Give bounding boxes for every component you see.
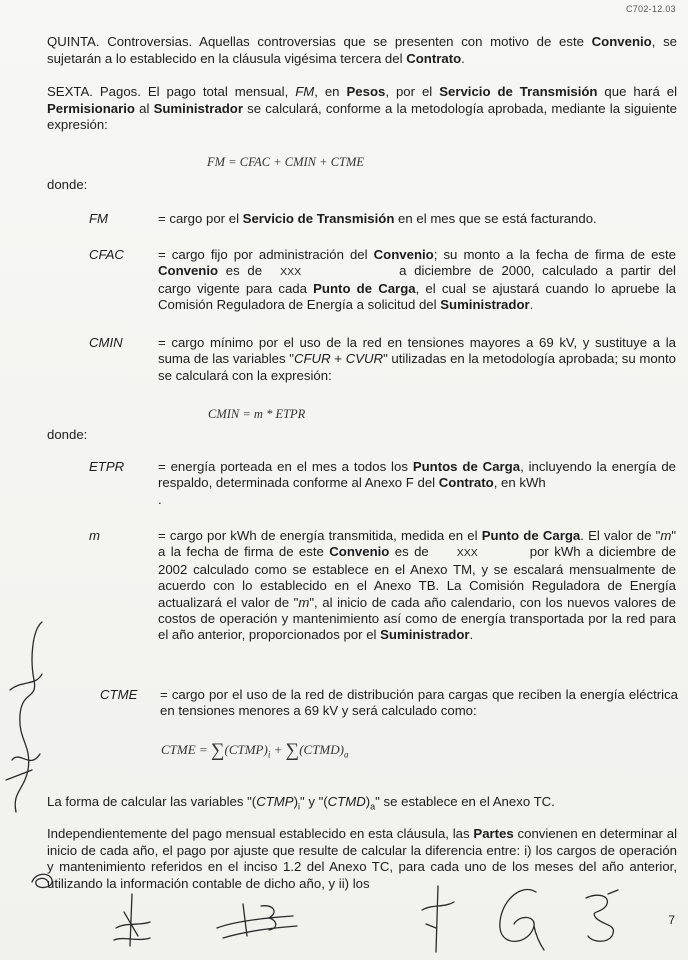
- def-cfac: [158, 247, 676, 314]
- indep-text-2: convienen en determinar al inicio de cada año, el pago por ajuste que resulte de calcular la diferencia entre: i) los cargos de operación y mantenimiento referidos en el inciso 1.2 del Anexo TC, para cada uno de los meses del año anterior, utilizando la información contable de dicho año, y ii) los: [47, 826, 677, 891]
- sexta-bold-permisionario: Permisionario: [47, 100, 135, 116]
- quinta-text-3: .: [461, 50, 465, 66]
- def-m-text-4: es de: [389, 544, 429, 560]
- quinta-text-2: , se sujetarán a lo establecido en la cláusula vigésima tercera del: [47, 34, 677, 66]
- forma-text-1: La forma de calcular las variables "(: [47, 794, 257, 809]
- def-fm-text-1: = cargo por el: [158, 211, 243, 226]
- def-cfac-text-1: = cargo fijo por administración del: [158, 247, 374, 262]
- def-fm-text-2: en el mes que se está facturando.: [394, 211, 597, 226]
- quinta-bold-convenio: Convenio: [591, 34, 652, 49]
- forma-text-4: ): [365, 794, 371, 809]
- page-number: 7: [668, 913, 675, 927]
- def-m-bold-3: Suministrador: [380, 627, 470, 643]
- def-m-bold-1: Punto de Carga: [481, 528, 581, 543]
- def-m-text-6: ", al inicio de cada año calendario, con los nuevos valores de costos de operación y mantenimiento así como de energía transportada por la red para el año anterior, proporcionados por el: [158, 594, 676, 643]
- def-cmin-text-1: = cargo mínimo por el uso de la red en tensiones mayores a 69 kV, y sustituye a la suma de las variables ": [158, 335, 676, 367]
- sexta-bold-suministrador: Suministrador: [153, 100, 243, 116]
- def-ctme-text-1: = cargo por el uso de la red de distribución para cargas que reciben la energía eléctrica en tensiones menores a 69 kV y será calculado como:: [160, 687, 678, 719]
- sexta-text-2: , en: [314, 84, 347, 99]
- term-etpr: ETPR: [89, 459, 125, 474]
- forma-text-5: " se establece en el Anexo TC.: [375, 794, 555, 809]
- def-ctme: [160, 687, 678, 720]
- def-m-text-1: = cargo por kWh de energía transmitida, medida en el: [158, 528, 482, 543]
- def-cmin-cvur: CVUR: [345, 351, 384, 367]
- def-cfac-text-5: , el cual se ajustará cuando lo apruebe la Comisión Reguladora de Energía a solicitud del: [158, 280, 677, 313]
- donde-label-2: donde:: [47, 427, 88, 442]
- sexta-text-6: se calculará, conforme a la metodología aprobada, mediante la siguiente expresión:: [47, 100, 677, 132]
- def-etpr-text-3: , en kWh: [493, 475, 546, 491]
- donde-label-1: donde:: [47, 177, 88, 192]
- formula-ctme: [161, 740, 348, 762]
- def-cfac-text-3: es de: [218, 263, 263, 279]
- initials-signature-3: [418, 884, 458, 956]
- def-m-text-7: .: [469, 627, 474, 643]
- sexta-bold-pesos: Pesos: [346, 84, 386, 99]
- forma-ctmp: CTMP: [256, 794, 294, 809]
- initials-signature-1: [110, 892, 154, 952]
- sexta-bold-servicio: Servicio de Transmisión: [439, 84, 598, 99]
- clause-quinta: [47, 34, 677, 67]
- def-cfac-text-4: a diciembre de 2000, calculado a partir del cargo vigente para cada: [158, 263, 676, 296]
- formula-plus: +: [270, 742, 286, 757]
- def-m-text-3: " a la fecha de firma de este: [158, 528, 676, 560]
- def-cfac-bold-1: Convenio: [373, 247, 434, 262]
- forma-sub-a: a: [370, 801, 376, 812]
- sexta-text-1: SEXTA. Pagos. El pago total mensual,: [47, 84, 296, 99]
- term-m: m: [89, 528, 100, 543]
- formula-sub-i: i: [267, 749, 271, 760]
- def-fm-bold: Servicio de Transmisión: [242, 211, 395, 226]
- def-cmin: [158, 335, 676, 384]
- sum-symbol-1: ∑: [210, 740, 225, 761]
- sexta-text-5: al: [134, 100, 154, 116]
- sum-symbol-2: ∑: [285, 740, 300, 761]
- quinta-bold-contrato: Contrato: [406, 50, 462, 66]
- quinta-text-1: QUINTA. Controversias. Aquellas controversias que se presenten con motivo de este: [47, 34, 592, 49]
- formula-ctmp: (CTMP): [224, 742, 268, 757]
- def-cfac-bold-4: Suministrador: [440, 297, 530, 313]
- forma-text-2: ): [293, 794, 298, 809]
- sexta-text-4: que hará el: [597, 84, 677, 99]
- def-etpr-text-2: , incluyendo la energía de respaldo, determinada conforme al Anexo F del: [158, 459, 676, 491]
- def-etpr-text-1: = energía porteada en el mes a todos los: [158, 459, 413, 474]
- margin-mark: [28, 868, 58, 892]
- initials-signature-4: [490, 884, 550, 954]
- para-independientemente: [47, 826, 677, 892]
- def-m-italic-1: m: [660, 528, 672, 543]
- def-cfac-bold-3: Punto de Carga: [313, 280, 416, 296]
- doc-code: C702-12.03: [625, 4, 676, 14]
- initials-signature-2: [213, 898, 299, 944]
- sexta-text-3: , por el: [385, 84, 440, 99]
- formula-sub-a: a: [343, 749, 349, 760]
- def-cmin-cfur: CFUR: [293, 351, 331, 367]
- term-cfac: CFAC: [89, 247, 124, 262]
- def-etpr-bold-2: Contrato: [438, 475, 494, 491]
- indep-text-1: Independientemente del pago mensual establecido en esta cláusula, las: [47, 826, 474, 841]
- def-cfac-bold-2: Convenio: [158, 263, 219, 279]
- def-m-text-2: . El valor de ": [580, 528, 661, 543]
- forma-sub-i: i: [297, 801, 300, 812]
- def-m-value: XXX: [456, 547, 478, 560]
- forma-text-3: " y "(: [299, 794, 328, 809]
- def-cmin-text-2: +: [330, 351, 346, 367]
- indep-bold-partes: Partes: [473, 826, 514, 841]
- def-fm: [158, 211, 676, 227]
- formula-fm: FM = CFAC + CMIN + CTME: [207, 155, 365, 169]
- def-cfac-value: XXX: [280, 266, 302, 279]
- def-etpr-text-4: .: [158, 491, 162, 507]
- term-fm: FM: [89, 211, 109, 226]
- formula-cmin: CMIN = m * ETPR: [208, 407, 306, 421]
- term-ctme: CTME: [100, 687, 138, 702]
- def-cfac-text-2: ; su monto a la fecha de firma de este: [433, 247, 676, 262]
- formula-ctmd: (CTMD): [299, 742, 344, 757]
- def-m: [158, 528, 676, 644]
- def-cmin-text-3: " utilizadas en la metodología aprobada; su monto se calculará con la expresión:: [158, 351, 676, 383]
- def-etpr: [158, 459, 676, 508]
- margin-initials-signature: [2, 620, 54, 820]
- def-m-bold-2: Convenio: [329, 544, 390, 560]
- def-etpr-bold-1: Puntos de Carga: [412, 459, 521, 474]
- def-cfac-text-6: .: [529, 297, 534, 313]
- sexta-fm: FM: [295, 84, 315, 99]
- term-cmin: CMIN: [89, 335, 123, 350]
- initials-signature-5: [578, 888, 624, 948]
- clause-sexta: [47, 84, 677, 134]
- def-m-text-5: por kWh a diciembre de 2002 calculado como se establece en el Anexo TM, y se escalará mensualmente de acuerdo con lo establecido en el Anexo TB. La Comisión Reguladora de Energía actualizará el valor de ": [158, 544, 676, 610]
- def-m-italic-2: m: [298, 594, 310, 610]
- formula-ctme-lhs: CTME =: [161, 742, 211, 757]
- forma-ctmd: CTMD: [327, 794, 366, 809]
- para-forma: [47, 794, 677, 815]
